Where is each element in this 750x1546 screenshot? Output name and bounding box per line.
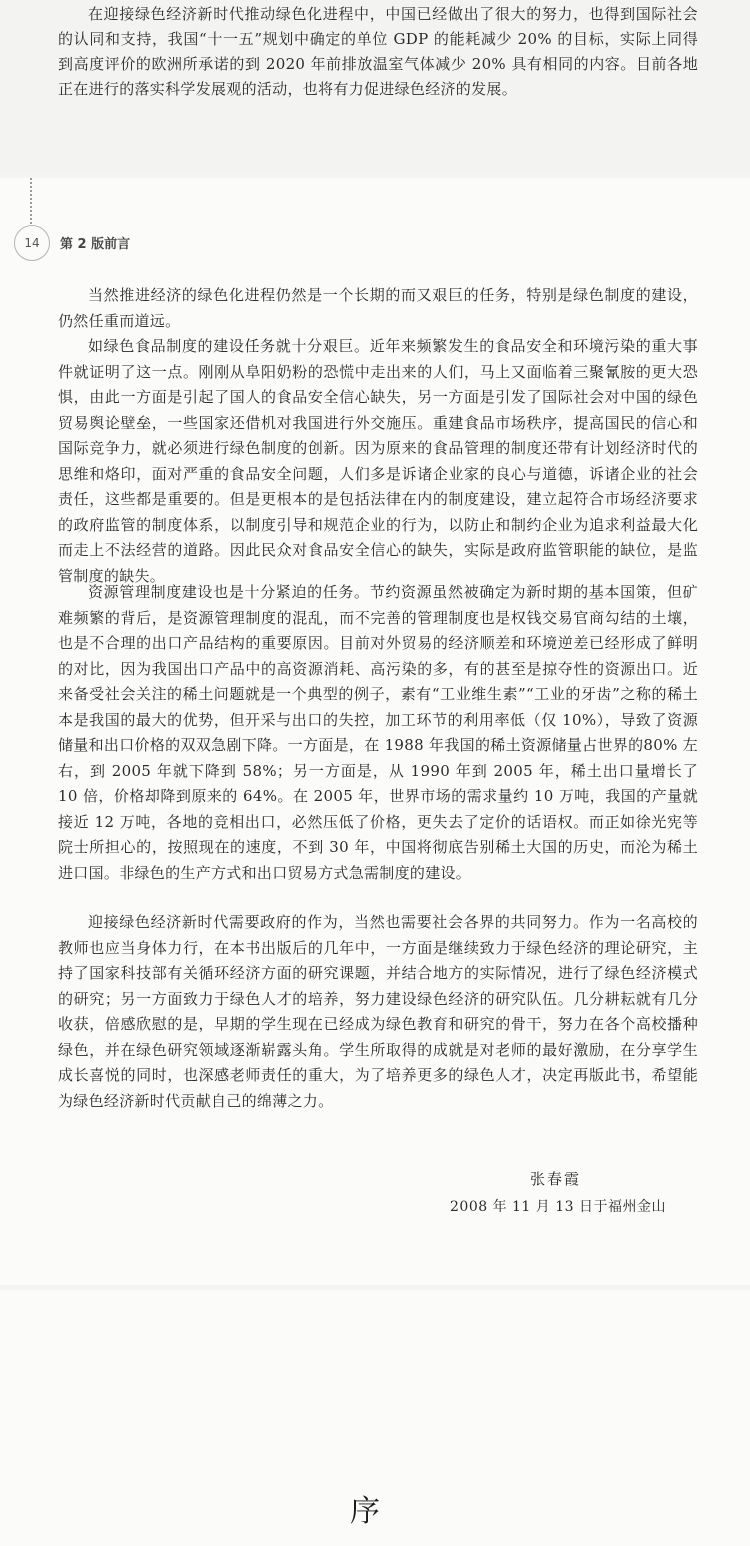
page-marker-dots: [30, 178, 32, 228]
body-paragraph-4: 迎接绿色经济新时代需要政府的作为，当然也需要社会各界的共同努力。作为一名高校的教师也应当身体力行，在本书出版后的几年中，一方面是继续致力于绿色经济的理论研究，主持了国家科技部有关循环经济方面的研究课题，并结合地方的实际情况，进行了绿色经济模式的研究；另一方面致力于绿色人才的培养，努力建设绿色经济的研究队伍。几分耕耘就有几分收获，倍感欣慰的是，早期的学生现在已经成为绿色教育和研究的骨干，努力在各个高校播种绿色，并在绿色研究领域逐渐崭露头角。学生所取得的成就是对老师的最好激励，在分享学生成长喜悦的同时，也深感老师责任的重大，为了培养更多的绿色人才，决定再版此书，希望能为绿色经济新时代贡献自己的绵薄之力。: [58, 913, 698, 1110]
section-label: 第 2 版前言: [60, 237, 131, 252]
previous-page: [0, 0, 750, 172]
signature-name: 张春霞: [530, 1170, 582, 1188]
body-paragraph-3: 资源管理制度建设也是十分紧迫的任务。节约资源虽然被确定为新时期的基本国策，但矿难频繁的背后，是资源管理制度的混乱，而不完善的管理制度也是权钱交易官商勾结的土壤，也是不合理的出口产品结构的重要原因。目前对外贸易的经济顺差和环境逆差已经形成了鲜明的对比，因为我国出口产品中的高资源消耗、高污染的多，有的甚至是掠夺性的资源出口。近来备受社会关注的稀土问题就是一个典型的例子，素有“工业维生素”“工业的牙齿”之称的稀土本是我国的最大的优势，但开采与出口的失控，加工环节的利用率低（仅 10%），导致了资源储量和出口价格的双双急剧下降。一方面是，在 1988 年我国的稀土资源储量占世界的80% 左右，到 2005 年就下降到 58%；另一方面是，从 1990 年到 2005 年，稀土出口量增长了 10 倍，价格却降到原来的 64%。在 2005 年，世界市场的需求量约 10 万吨，我国的产量就接近 12 万吨，各地的竞相出口，必然压低了价格，更失去了定价的话语权。而正如徐光宪等院士所担心的，按照现在的速度，不到 30 年，中国将彻底告别稀土大国的历史，而沦为稀土进口国。非绿色的生产方式和出口贸易方式急需制度的建设。: [58, 583, 698, 882]
body-paragraph-1: 当然推进经济的绿色化进程仍然是一个长期的而又艰巨的任务，特别是绿色制度的建设，仍然任重而道远。: [58, 286, 698, 330]
body-paragraph-2: 如绿色食品制度的建设任务就十分艰巨。近年来频繁发生的食品安全和环境污染的重大事件就证明了这一点。刚刚从阜阳奶粉的恐慌中走出来的人们，马上又面临着三聚氰胺的更大恐惧，由此一方面是引起了国人的食品安全信心缺失，另一方面是引发了国际社会对中国的绿色贸易舆论壁垒，一些国家还借机对我国进行外交施压。重建食品市场秩序，提高国民的信心和国际竞争力，就必须进行绿色制度的创新。因为原来的食品管理的制度还带有计划经济时代的思维和烙印，面对严重的食品安全问题，人们多是诉诸企业家的良心与道德，诉诸企业的社会责任，这些都是重要的。但是更根本的是包括法律在内的制度建设，建立起符合市场经济要求的政府监管的制度体系，以制度引导和规范企业的行为，以防止和制约企业为追求利益最大化而走上不法经营的道路。因此民众对食品安全信心的缺失，实际是政府监管职能的缺位，是监管制度的缺失。: [58, 337, 698, 585]
top-paragraph: 在迎接绿色经济新时代推动绿色化进程中，中国已经做出了很大的努力，也得到国际社会的认同和支持，我国“十一五”规划中确定的单位 GDP 的能耗减少 20% 的目标，实际上同得到高度评价的欧洲所承诺的到 2020 年前排放温室气体减少 20% 具有相同的内容。目前各地正在进行的落实科学发展观的活动，也将有力促进绿色经济的发展。: [58, 5, 698, 98]
signature-date: 2008 年 11 月 13 日于福州金山: [450, 1199, 667, 1215]
page-number: 14: [14, 225, 50, 261]
next-page-heading: 序: [350, 1494, 380, 1529]
